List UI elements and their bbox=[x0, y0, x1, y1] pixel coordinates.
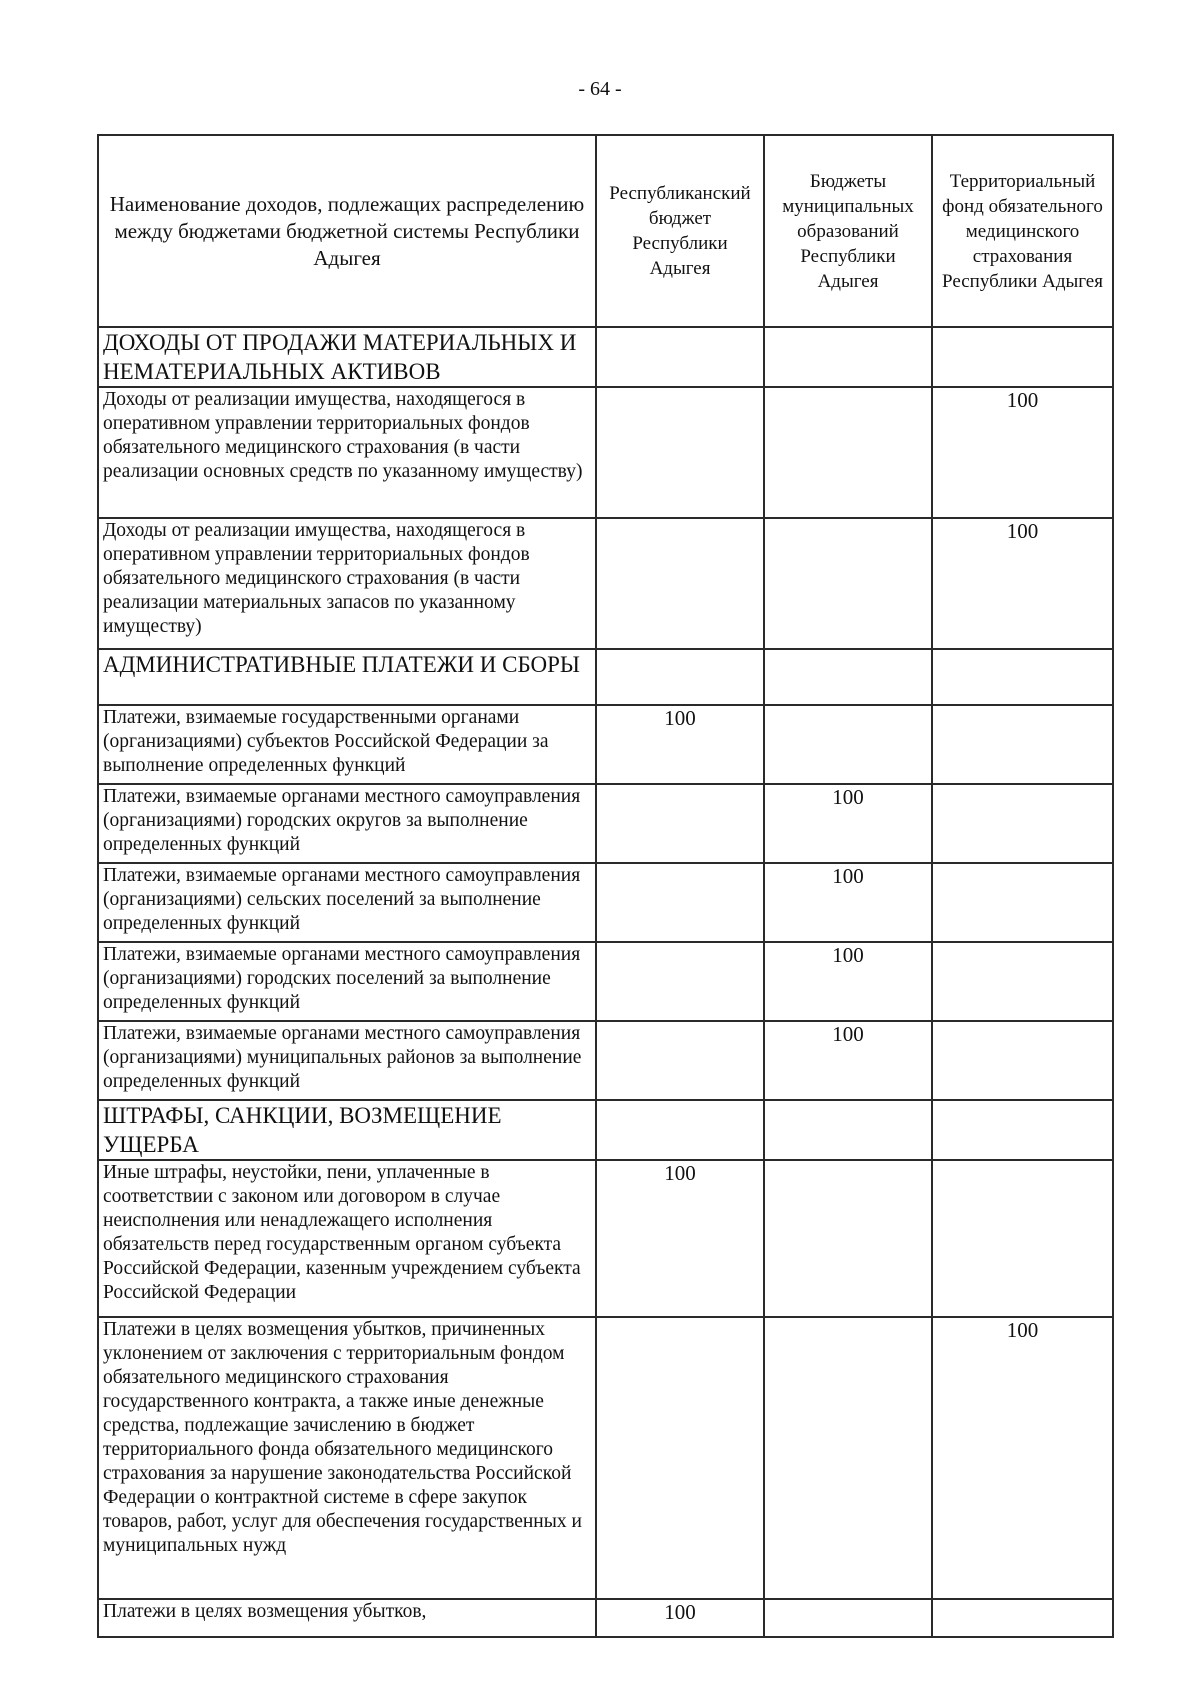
tfoms-share bbox=[932, 942, 1113, 1021]
municipal-share bbox=[764, 1100, 932, 1160]
republic-share: 100 bbox=[596, 1160, 764, 1317]
table-row bbox=[98, 1160, 1113, 1317]
header-municipal-budgets: Бюджеты муниципальных образований Республики Адыгея bbox=[764, 135, 932, 327]
revenue-name: Платежи, взимаемые государственными органами (организациями) субъектов Российской Федерации за выполнение определенных функций bbox=[98, 705, 596, 784]
header-revenue-name: Наименование доходов, подлежащих распределению между бюджетами бюджетной системы Республики Адыгея bbox=[98, 135, 596, 327]
table-row bbox=[98, 387, 1113, 518]
republic-share bbox=[596, 863, 764, 942]
table-row bbox=[98, 1021, 1113, 1100]
municipal-share bbox=[764, 518, 932, 649]
revenue-name: Платежи, взимаемые органами местного самоуправления (организациями) городских поселений за выполнение определенных функций bbox=[98, 942, 596, 1021]
tfoms-share bbox=[932, 784, 1113, 863]
revenue-distribution-table bbox=[97, 134, 1114, 1638]
municipal-share bbox=[764, 649, 932, 705]
revenue-name: Доходы от реализации имущества, находящегося в оперативном управлении территориальных фондов обязательного медицинского страхования (в части реализации основных средств по указанному имуществу) bbox=[98, 387, 596, 518]
table-row bbox=[98, 518, 1113, 649]
municipal-share bbox=[764, 327, 932, 387]
republic-share bbox=[596, 1100, 764, 1160]
header-tfoms: Территориальный фонд обязательного медицинского страхования Республики Адыгея bbox=[932, 135, 1113, 327]
table-row bbox=[98, 649, 1113, 705]
revenue-name: Платежи, взимаемые органами местного самоуправления (организациями) городских округов за выполнение определенных функций bbox=[98, 784, 596, 863]
table-row bbox=[98, 327, 1113, 387]
revenue-name: Доходы от реализации имущества, находящегося в оперативном управлении территориальных фондов обязательного медицинского страхования (в части реализации материальных запасов по указанному имуществу) bbox=[98, 518, 596, 649]
municipal-share bbox=[764, 1160, 932, 1317]
revenue-name: Иные штрафы, неустойки, пени, уплаченные в соответствии с законом или договором в случае неисполнения или ненадлежащего исполнения обязательств перед государственным органом субъекта Российской Федерации, казенным учреждением субъекта Российской Федерации bbox=[98, 1160, 596, 1317]
section-title: ШТРАФЫ, САНКЦИИ, ВОЗМЕЩЕНИЕ УЩЕРБА bbox=[98, 1100, 596, 1160]
tfoms-share bbox=[932, 649, 1113, 705]
tfoms-share bbox=[932, 1160, 1113, 1317]
revenue-name: Платежи, взимаемые органами местного самоуправления (организациями) сельских поселений за выполнение определенных функций bbox=[98, 863, 596, 942]
republic-share: 100 bbox=[596, 705, 764, 784]
page-number: - 64 - bbox=[578, 78, 622, 100]
table-row bbox=[98, 1100, 1113, 1160]
table-row bbox=[98, 942, 1113, 1021]
republic-share bbox=[596, 518, 764, 649]
table-row bbox=[98, 863, 1113, 942]
republic-share: 100 bbox=[596, 1599, 764, 1637]
table-row bbox=[98, 784, 1113, 863]
municipal-share: 100 bbox=[764, 942, 932, 1021]
header-republic-budget: Республиканский бюджет Республики Адыгея bbox=[596, 135, 764, 327]
revenue-name: Платежи, взимаемые органами местного самоуправления (организациями) муниципальных районов за выполнение определенных функций bbox=[98, 1021, 596, 1100]
republic-share bbox=[596, 784, 764, 863]
revenue-name: Платежи в целях возмещения убытков, причиненных уклонением от заключения с территориальным фондом обязательного медицинского страхования государственного контракта, а также иные денежные средства, подлежащие зачислению в бюджет территориального фонда обязательного медицинского страхования за нарушение законодательства Российской Федерации о контрактной системе в сфере закупок товаров, работ, услуг для обеспечения государственных и муниципальных нужд bbox=[98, 1317, 596, 1599]
municipal-share bbox=[764, 705, 932, 784]
municipal-share bbox=[764, 1599, 932, 1637]
table-row bbox=[98, 1317, 1113, 1599]
tfoms-share: 100 bbox=[932, 1317, 1113, 1599]
republic-share bbox=[596, 327, 764, 387]
table-header-row bbox=[98, 135, 1113, 327]
republic-share bbox=[596, 387, 764, 518]
section-title: АДМИНИСТРАТИВНЫЕ ПЛАТЕЖИ И СБОРЫ bbox=[98, 649, 596, 705]
republic-share bbox=[596, 1317, 764, 1599]
tfoms-share bbox=[932, 327, 1113, 387]
table-row bbox=[98, 705, 1113, 784]
municipal-share bbox=[764, 387, 932, 518]
section-title: ДОХОДЫ ОТ ПРОДАЖИ МАТЕРИАЛЬНЫХ И НЕМАТЕРИАЛЬНЫХ АКТИВОВ bbox=[98, 327, 596, 387]
republic-share bbox=[596, 1021, 764, 1100]
tfoms-share bbox=[932, 863, 1113, 942]
municipal-share bbox=[764, 1317, 932, 1599]
tfoms-share bbox=[932, 1100, 1113, 1160]
table-row bbox=[98, 1599, 1113, 1637]
municipal-share: 100 bbox=[764, 863, 932, 942]
tfoms-share bbox=[932, 705, 1113, 784]
tfoms-share: 100 bbox=[932, 387, 1113, 518]
tfoms-share bbox=[932, 1599, 1113, 1637]
tfoms-share: 100 bbox=[932, 518, 1113, 649]
tfoms-share bbox=[932, 1021, 1113, 1100]
municipal-share: 100 bbox=[764, 784, 932, 863]
revenue-name: Платежи в целях возмещения убытков, bbox=[98, 1599, 596, 1637]
republic-share bbox=[596, 942, 764, 1021]
republic-share bbox=[596, 649, 764, 705]
municipal-share: 100 bbox=[764, 1021, 932, 1100]
